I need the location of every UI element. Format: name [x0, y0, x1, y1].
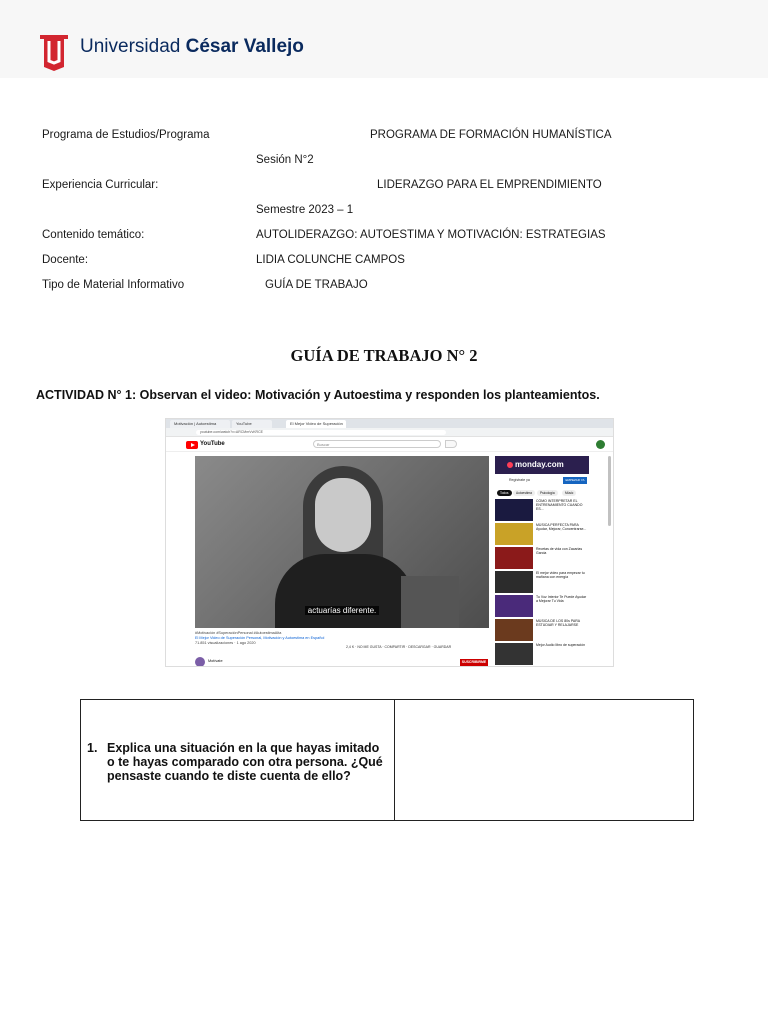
save-button[interactable]: GUARDAR	[433, 645, 452, 649]
program-label: Programa de Estudios/Programa	[42, 129, 210, 141]
sidebar-recommendations	[495, 456, 589, 666]
list-item[interactable]	[495, 522, 589, 546]
program-value: PROGRAMA DE FORMACIÓN HUMANÍSTICA	[370, 129, 612, 141]
subscribe-button[interactable]: SUSCRIBIRME	[461, 660, 487, 664]
rec-title: Recetas de vida con Zacarias Garcia	[536, 547, 583, 556]
question-table	[80, 699, 694, 821]
share-button[interactable]: COMPARTIR	[384, 645, 406, 649]
rec-title: El mejor video para empezar tu mañana con energía	[536, 571, 585, 580]
dislike-button[interactable]: NO ME GUSTA	[357, 645, 382, 649]
browser-tab[interactable]: YouTube	[232, 420, 272, 428]
chip-all[interactable]: Todos	[497, 490, 512, 496]
experience-label: Experiencia Curricular:	[42, 179, 159, 191]
video-subtitle	[195, 606, 489, 615]
video-frame-shelf	[401, 576, 459, 628]
avatar[interactable]	[596, 440, 605, 449]
youtube-topbar	[166, 437, 613, 452]
url-field[interactable]: youtube.com/watch?v=ARCMmVvKRCE	[196, 430, 446, 435]
like-button[interactable]: 2,4 K	[346, 645, 355, 649]
ad-banner[interactable]	[495, 456, 589, 474]
rec-thumbnail	[495, 643, 533, 665]
list-item[interactable]	[495, 618, 589, 642]
chip-music[interactable]: Músic	[562, 490, 576, 496]
table-divider	[394, 700, 395, 820]
subtitle-text: actuarías diferente.	[305, 606, 379, 615]
browser-tab-active[interactable]: El Mejor Video de Superación	[286, 420, 346, 428]
video-frame-face	[315, 478, 371, 552]
content-value: AUTOLIDERAZGO: AUTOESTIMA Y MOTIVACIÓN: ESTRATEGIAS	[256, 229, 606, 241]
activity-lead: ACTIVIDAD N° 1:	[36, 388, 137, 402]
video-meta	[195, 631, 489, 646]
rec-title: Tu Voz Interior Te Puede Ayudar a Mejorar Tu Vida	[536, 595, 587, 604]
material-label: Tipo de Material Informativo	[42, 279, 185, 291]
header-band	[0, 0, 768, 78]
monday-logo-icon	[507, 462, 513, 468]
session-value: Sesión N°2	[256, 154, 314, 166]
ad-details	[495, 474, 589, 488]
rec-thumbnail	[495, 547, 533, 569]
university-prefix: Universidad	[80, 36, 181, 57]
guide-title: GUÍA DE TRABAJO N° 2	[290, 346, 478, 365]
university-name	[80, 36, 304, 58]
video-actions: 2,4 K · NO ME GUSTA · COMPARTIR · DESCARGAR · GUARDAR	[346, 645, 452, 649]
download-button[interactable]: DESCARGAR	[408, 645, 431, 649]
search-input[interactable]: Buscar	[313, 440, 441, 448]
rec-thumbnail	[495, 523, 533, 545]
list-item[interactable]	[495, 498, 589, 522]
filter-chips	[495, 488, 589, 498]
ad-brand: monday.com	[515, 460, 564, 469]
rec-thumbnail	[495, 571, 533, 593]
rec-title: CÓMO INTERPRETAR EL ENTRENAMIENTO CUANDO ES...	[536, 499, 583, 512]
chip-autoestima[interactable]: Autoestima	[513, 490, 535, 496]
rec-thumbnail	[495, 499, 533, 521]
video-title: El Mejor Video de Superación Personal, Motivación y Autoestima en Español	[195, 636, 325, 640]
list-item[interactable]	[495, 594, 589, 618]
question-number: 1.	[87, 741, 98, 755]
rec-title: MÚSICA PERFECTA PARA Ayudar, Mejorar, Concentrarse...	[536, 523, 587, 532]
browser-tabs	[166, 419, 613, 428]
youtube-screenshot	[165, 418, 614, 667]
content-label: Contenido temático:	[42, 229, 145, 241]
activity-text: Observan el video: Motivación y Autoestima y responden los planteamientos.	[139, 388, 600, 402]
experience-value: LIDERAZGO PARA EL EMPRENDIMIENTO	[377, 179, 602, 191]
scrollbar[interactable]	[608, 456, 611, 526]
rec-title: MÚSICA DE LOS 80s PARA ESTUDIAR Y RELAJARSE	[536, 619, 580, 628]
browser-tab[interactable]: Motivación | Autoestima	[170, 420, 230, 428]
university-logo-icon	[38, 33, 70, 71]
ad-subtitle: Regístrate ya	[509, 478, 530, 482]
semester-value: Semestre 2023 – 1	[256, 204, 354, 216]
video-stats: 71.851 visualizaciones · 1 ago 2020	[195, 641, 256, 645]
address-bar	[166, 428, 613, 437]
rec-title: Mejor Audio libro de superación	[536, 643, 586, 647]
rec-thumbnail	[495, 595, 533, 617]
channel-avatar[interactable]	[195, 657, 205, 667]
teacher-label: Docente:	[42, 254, 89, 266]
list-item[interactable]	[495, 546, 589, 570]
video-player[interactable]	[195, 456, 489, 628]
channel-name[interactable]: Motívate	[208, 659, 223, 663]
youtube-logo-text[interactable]: YouTube	[200, 441, 225, 447]
question-text: Explica una situación en la que hayas imitado o te hayas comparado con otra persona. ¿Qué pensaste cuando te diste cuenta de ello?	[107, 741, 383, 783]
chip-psicologia[interactable]: Psicología	[537, 490, 558, 496]
youtube-play-icon[interactable]	[186, 441, 198, 449]
list-item[interactable]	[495, 642, 589, 666]
university-bold: César Vallejo	[185, 36, 304, 57]
video-frame-body	[275, 554, 415, 628]
ad-cta-button[interactable]: EMPEZAR YA	[563, 477, 587, 484]
teacher-value: LIDIA COLUNCHE CAMPOS	[256, 254, 405, 266]
video-hashtags[interactable]: #Motivación #SuperaciónPersonal #AutoestimaAlta	[195, 631, 282, 635]
material-value: GUÍA DE TRABAJO	[265, 279, 368, 291]
activity-instruction	[36, 388, 600, 402]
search-icon[interactable]	[445, 440, 457, 448]
list-item[interactable]	[495, 570, 589, 594]
rec-thumbnail	[495, 619, 533, 641]
